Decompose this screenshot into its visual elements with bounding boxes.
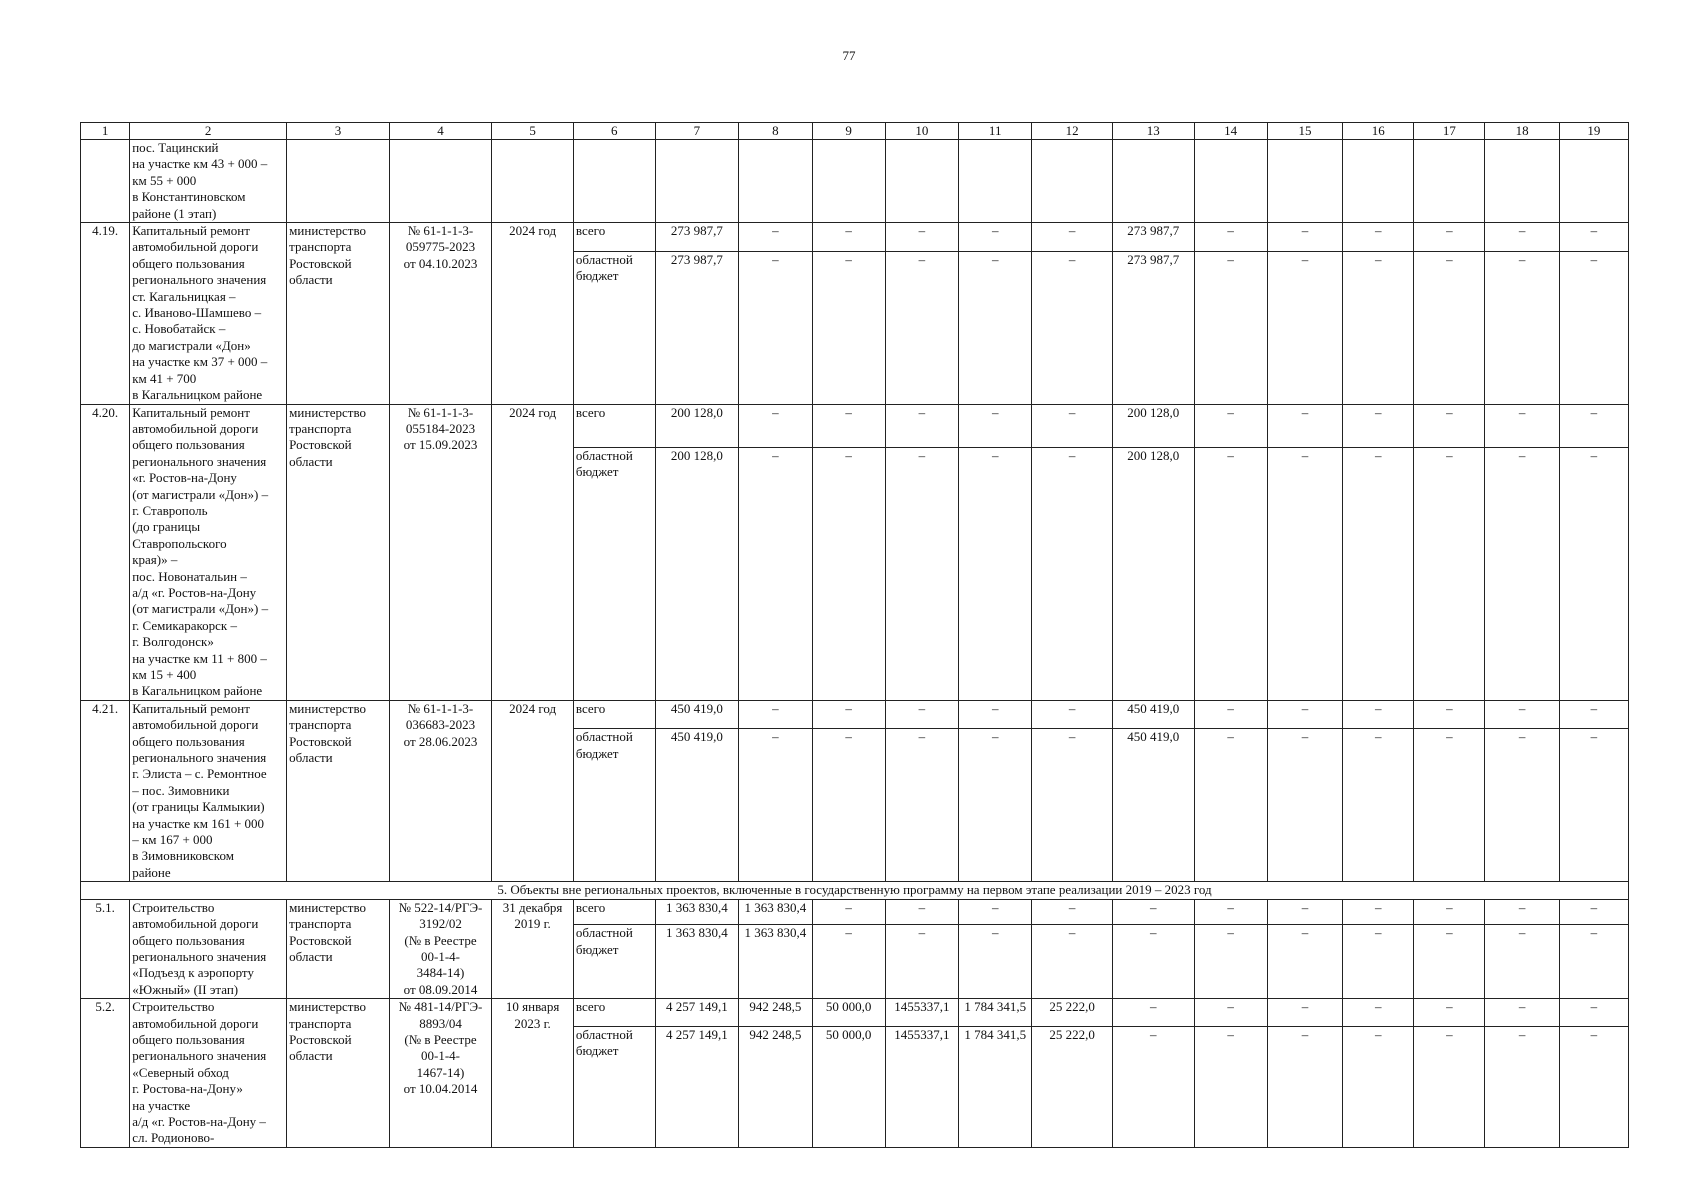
funding-source: областной бюджет (573, 729, 655, 882)
funding-source: областной бюджет (573, 925, 655, 999)
amount-cell: 1 363 830,4 (655, 925, 739, 999)
funding-source: областной бюджет (573, 447, 655, 700)
amount-cell: 273 987,7 (655, 223, 739, 251)
amount-cell: – (1485, 999, 1559, 1027)
amount-cell: – (1414, 899, 1485, 924)
amount-cell: – (1559, 404, 1628, 447)
amount-cell: – (1194, 999, 1267, 1027)
amount-cell: – (1485, 223, 1559, 251)
column-number-row (81, 123, 1629, 140)
amount-cell: – (1267, 223, 1342, 251)
amount-cell: – (1194, 223, 1267, 251)
amount-cell: – (1559, 999, 1628, 1027)
amount-cell: – (1343, 729, 1414, 882)
amount-cell: – (1032, 729, 1113, 882)
empty-cell (492, 140, 574, 223)
amount-cell: – (1032, 447, 1113, 700)
amount-cell: – (1414, 251, 1485, 404)
section-title: 5. Объекты вне региональных проектов, включенные в государственную программу на первом этапе реализации 2019 – 2023 год (81, 882, 1629, 899)
amount-cell: 450 419,0 (1112, 729, 1194, 882)
amount-cell: – (1485, 700, 1559, 728)
amount-cell: – (1032, 251, 1113, 404)
empty-cell (1414, 140, 1485, 223)
amount-cell: – (1343, 1026, 1414, 1147)
completion-term: 2024 год (492, 404, 574, 700)
empty-cell (287, 140, 390, 223)
amount-cell: 200 128,0 (655, 447, 739, 700)
expertise-document: № 61-1-1-3- 055184-2023 от 15.09.2023 (389, 404, 492, 700)
column-number: 11 (959, 123, 1032, 140)
amount-cell: – (1194, 251, 1267, 404)
amount-cell: – (1194, 700, 1267, 728)
amount-cell: – (1112, 899, 1194, 924)
completion-term: 2024 год (492, 223, 574, 404)
amount-cell: – (812, 700, 885, 728)
amount-cell: – (959, 251, 1032, 404)
expertise-document: № 61-1-1-3- 036683-2023 от 28.06.2023 (389, 700, 492, 881)
amount-cell: – (1414, 404, 1485, 447)
amount-cell: 200 128,0 (655, 404, 739, 447)
executor: министерство транспорта Ростовской области (287, 899, 390, 998)
amount-cell: – (1112, 1026, 1194, 1147)
amount-cell: – (1032, 925, 1113, 999)
amount-cell: – (1267, 404, 1342, 447)
amount-cell: – (1194, 899, 1267, 924)
empty-cell (655, 140, 739, 223)
amount-cell: 1 784 341,5 (959, 999, 1032, 1027)
amount-cell: – (959, 729, 1032, 882)
amount-cell: 50 000,0 (812, 1026, 885, 1147)
object-name: Капитальный ремонт автомобильной дороги общего пользования регионального значения ст. Кагальницкая – с. Иваново-Шамшево – с. Новобатайск – до магистрали «Дон» на участке км 37 + 000 – км 41 + 700 в Кагальницком районе (130, 223, 287, 404)
table-row (81, 899, 1629, 924)
amount-cell: 450 419,0 (1112, 700, 1194, 728)
amount-cell: – (739, 447, 812, 700)
executor: министерство транспорта Ростовской области (287, 223, 390, 404)
amount-cell: – (885, 404, 958, 447)
column-number: 2 (130, 123, 287, 140)
expertise-document: № 61-1-1-3- 059775-2023 от 04.10.2023 (389, 223, 492, 404)
amount-cell: 450 419,0 (655, 729, 739, 882)
funding-source: областной бюджет (573, 251, 655, 404)
column-number: 18 (1485, 123, 1559, 140)
amount-cell: 1455337,1 (885, 999, 958, 1027)
amount-cell: – (739, 251, 812, 404)
continuation-row (81, 140, 1629, 223)
empty-cell (1485, 140, 1559, 223)
amount-cell: – (885, 925, 958, 999)
empty-cell (81, 140, 130, 223)
amount-cell: – (1485, 251, 1559, 404)
column-number: 8 (739, 123, 812, 140)
amount-cell: – (1559, 899, 1628, 924)
amount-cell: – (1194, 447, 1267, 700)
funding-source: всего (573, 404, 655, 447)
column-number: 14 (1194, 123, 1267, 140)
column-number: 9 (812, 123, 885, 140)
amount-cell: – (959, 447, 1032, 700)
amount-cell: – (1343, 700, 1414, 728)
funding-source: областной бюджет (573, 1026, 655, 1147)
expertise-document: № 522-14/РГЭ- 3192/02 (№ в Реестре 00-1-4- 3484-14) от 08.09.2014 (389, 899, 492, 998)
table-row (81, 404, 1629, 447)
amount-cell: – (959, 404, 1032, 447)
amount-cell: 942 248,5 (739, 999, 812, 1027)
empty-cell (389, 140, 492, 223)
amount-cell: – (1414, 729, 1485, 882)
table-row (81, 999, 1629, 1027)
amount-cell: – (812, 404, 885, 447)
amount-cell: – (1559, 729, 1628, 882)
amount-cell: – (1267, 925, 1342, 999)
amount-cell: 1 363 830,4 (655, 899, 739, 924)
amount-cell: – (1414, 925, 1485, 999)
empty-cell (1343, 140, 1414, 223)
row-number: 5.2. (81, 999, 130, 1148)
amount-cell: 1 363 830,4 (739, 899, 812, 924)
amount-cell: – (1267, 447, 1342, 700)
amount-cell: – (1194, 925, 1267, 999)
amount-cell: – (1414, 999, 1485, 1027)
amount-cell: – (885, 899, 958, 924)
amount-cell: – (1485, 404, 1559, 447)
column-number: 1 (81, 123, 130, 140)
amount-cell: – (1559, 251, 1628, 404)
funding-source: всего (573, 899, 655, 924)
amount-cell: – (739, 404, 812, 447)
amount-cell: – (812, 899, 885, 924)
empty-cell (573, 140, 655, 223)
completion-term: 2024 год (492, 700, 574, 881)
amount-cell: – (1343, 404, 1414, 447)
funding-source: всего (573, 223, 655, 251)
amount-cell: – (1267, 899, 1342, 924)
executor: министерство транспорта Ростовской области (287, 700, 390, 881)
amount-cell: – (1343, 899, 1414, 924)
amount-cell: – (1194, 1026, 1267, 1147)
row-number: 5.1. (81, 899, 130, 998)
amount-cell: 273 987,7 (655, 251, 739, 404)
amount-cell: – (812, 251, 885, 404)
column-number: 4 (389, 123, 492, 140)
section-title-row (81, 882, 1629, 899)
object-name: Капитальный ремонт автомобильной дороги общего пользования регионального значения «г. Ростов-на-Дону (от магистрали «Дон») – г. Ставрополь (до границы Ставропольского края)» – пос. Новонатальин – а/д «г. Ростов-на-Дону (от магистрали «Дон») – г. Семикаракорск – г. Волгодонск» на участке км 11 + 800 – км 15 + 400 в Кагальницком районе (130, 404, 287, 700)
amount-cell: – (1485, 1026, 1559, 1147)
amount-cell: – (812, 447, 885, 700)
amount-cell: – (1032, 700, 1113, 728)
amount-cell: – (1414, 223, 1485, 251)
amount-cell: – (959, 223, 1032, 251)
amount-cell: – (1343, 251, 1414, 404)
column-number: 7 (655, 123, 739, 140)
amount-cell: – (959, 899, 1032, 924)
row-number: 4.21. (81, 700, 130, 881)
amount-cell: – (1267, 1026, 1342, 1147)
page-number: 77 (842, 48, 856, 63)
amount-cell: – (1032, 899, 1113, 924)
column-number: 16 (1343, 123, 1414, 140)
amount-cell: 4 257 149,1 (655, 999, 739, 1027)
amount-cell: 942 248,5 (739, 1026, 812, 1147)
amount-cell: 50 000,0 (812, 999, 885, 1027)
amount-cell: – (959, 700, 1032, 728)
amount-cell: – (1112, 925, 1194, 999)
object-name: пос. Тацинский на участке км 43 + 000 – км 55 + 000 в Константиновском районе (1 этап) (130, 140, 287, 223)
amount-cell: – (812, 925, 885, 999)
amount-cell: – (739, 700, 812, 728)
executor: министерство транспорта Ростовской области (287, 999, 390, 1148)
empty-cell (1032, 140, 1113, 223)
amount-cell: – (1559, 447, 1628, 700)
amount-cell: – (1267, 251, 1342, 404)
amount-cell: – (1267, 729, 1342, 882)
amount-cell: – (1112, 999, 1194, 1027)
table-row (81, 223, 1629, 251)
amount-cell: 25 222,0 (1032, 1026, 1113, 1147)
executor: министерство транспорта Ростовской области (287, 404, 390, 700)
completion-term: 10 января 2023 г. (492, 999, 574, 1148)
object-name: Строительство автомобильной дороги общего пользования регионального значения «Северный обход г. Ростова-на-Дону» на участке а/д «г. Ростов-на-Дону – сл. Родионово- (130, 999, 287, 1148)
amount-cell: – (1414, 700, 1485, 728)
empty-cell (1267, 140, 1342, 223)
amount-cell: 273 987,7 (1112, 251, 1194, 404)
amount-cell: – (1559, 700, 1628, 728)
amount-cell: – (1559, 1026, 1628, 1147)
amount-cell: – (739, 729, 812, 882)
amount-cell: – (1485, 447, 1559, 700)
row-number: 4.20. (81, 404, 130, 700)
amount-cell: – (885, 223, 958, 251)
amount-cell: – (1343, 999, 1414, 1027)
column-number: 10 (885, 123, 958, 140)
amount-cell: 1 784 341,5 (959, 1026, 1032, 1147)
amount-cell: 4 257 149,1 (655, 1026, 739, 1147)
amount-cell: 25 222,0 (1032, 999, 1113, 1027)
amount-cell: – (739, 223, 812, 251)
amount-cell: – (1343, 223, 1414, 251)
column-number: 15 (1267, 123, 1342, 140)
amount-cell: – (1559, 223, 1628, 251)
completion-term: 31 декабря 2019 г. (492, 899, 574, 998)
amount-cell: 200 128,0 (1112, 447, 1194, 700)
funding-source: всего (573, 700, 655, 728)
column-number: 5 (492, 123, 574, 140)
amount-cell: – (1485, 925, 1559, 999)
amount-cell: – (885, 447, 958, 700)
empty-cell (1194, 140, 1267, 223)
amount-cell: 1455337,1 (885, 1026, 958, 1147)
amount-cell: – (1267, 700, 1342, 728)
empty-cell (1112, 140, 1194, 223)
amount-cell: 273 987,7 (1112, 223, 1194, 251)
expertise-document: № 481-14/РГЭ- 8893/04 (№ в Реестре 00-1-4- 1467-14) от 10.04.2014 (389, 999, 492, 1148)
amount-cell: – (1485, 899, 1559, 924)
budget-table (80, 122, 1629, 1148)
empty-cell (812, 140, 885, 223)
amount-cell: 200 128,0 (1112, 404, 1194, 447)
amount-cell: – (1343, 925, 1414, 999)
amount-cell: 1 363 830,4 (739, 925, 812, 999)
amount-cell: – (1485, 729, 1559, 882)
row-number: 4.19. (81, 223, 130, 404)
empty-cell (885, 140, 958, 223)
funding-source: всего (573, 999, 655, 1027)
amount-cell: – (885, 251, 958, 404)
amount-cell: – (959, 925, 1032, 999)
amount-cell: – (1343, 447, 1414, 700)
amount-cell: – (812, 223, 885, 251)
amount-cell: – (1194, 404, 1267, 447)
column-number: 19 (1559, 123, 1628, 140)
amount-cell: – (1267, 999, 1342, 1027)
column-number: 13 (1112, 123, 1194, 140)
amount-cell: – (885, 700, 958, 728)
empty-cell (959, 140, 1032, 223)
column-number: 17 (1414, 123, 1485, 140)
amount-cell: – (1032, 223, 1113, 251)
amount-cell: – (1414, 447, 1485, 700)
column-number: 6 (573, 123, 655, 140)
object-name: Капитальный ремонт автомобильной дороги общего пользования регионального значения г. Элиста – с. Ремонтное – пос. Зимовники (от границы Калмыкии) на участке км 161 + 000 – км 167 + 000 в Зимовниковском районе (130, 700, 287, 881)
amount-cell: – (1414, 1026, 1485, 1147)
amount-cell: – (1559, 925, 1628, 999)
table-row (81, 700, 1629, 728)
amount-cell: – (812, 729, 885, 882)
amount-cell: 450 419,0 (655, 700, 739, 728)
amount-cell: – (885, 729, 958, 882)
empty-cell (739, 140, 812, 223)
object-name: Строительство автомобильной дороги общего пользования регионального значения «Подъезд к аэропорту «Южный» (II этап) (130, 899, 287, 998)
column-number: 12 (1032, 123, 1113, 140)
column-number: 3 (287, 123, 390, 140)
amount-cell: – (1194, 729, 1267, 882)
amount-cell: – (1032, 404, 1113, 447)
empty-cell (1559, 140, 1628, 223)
